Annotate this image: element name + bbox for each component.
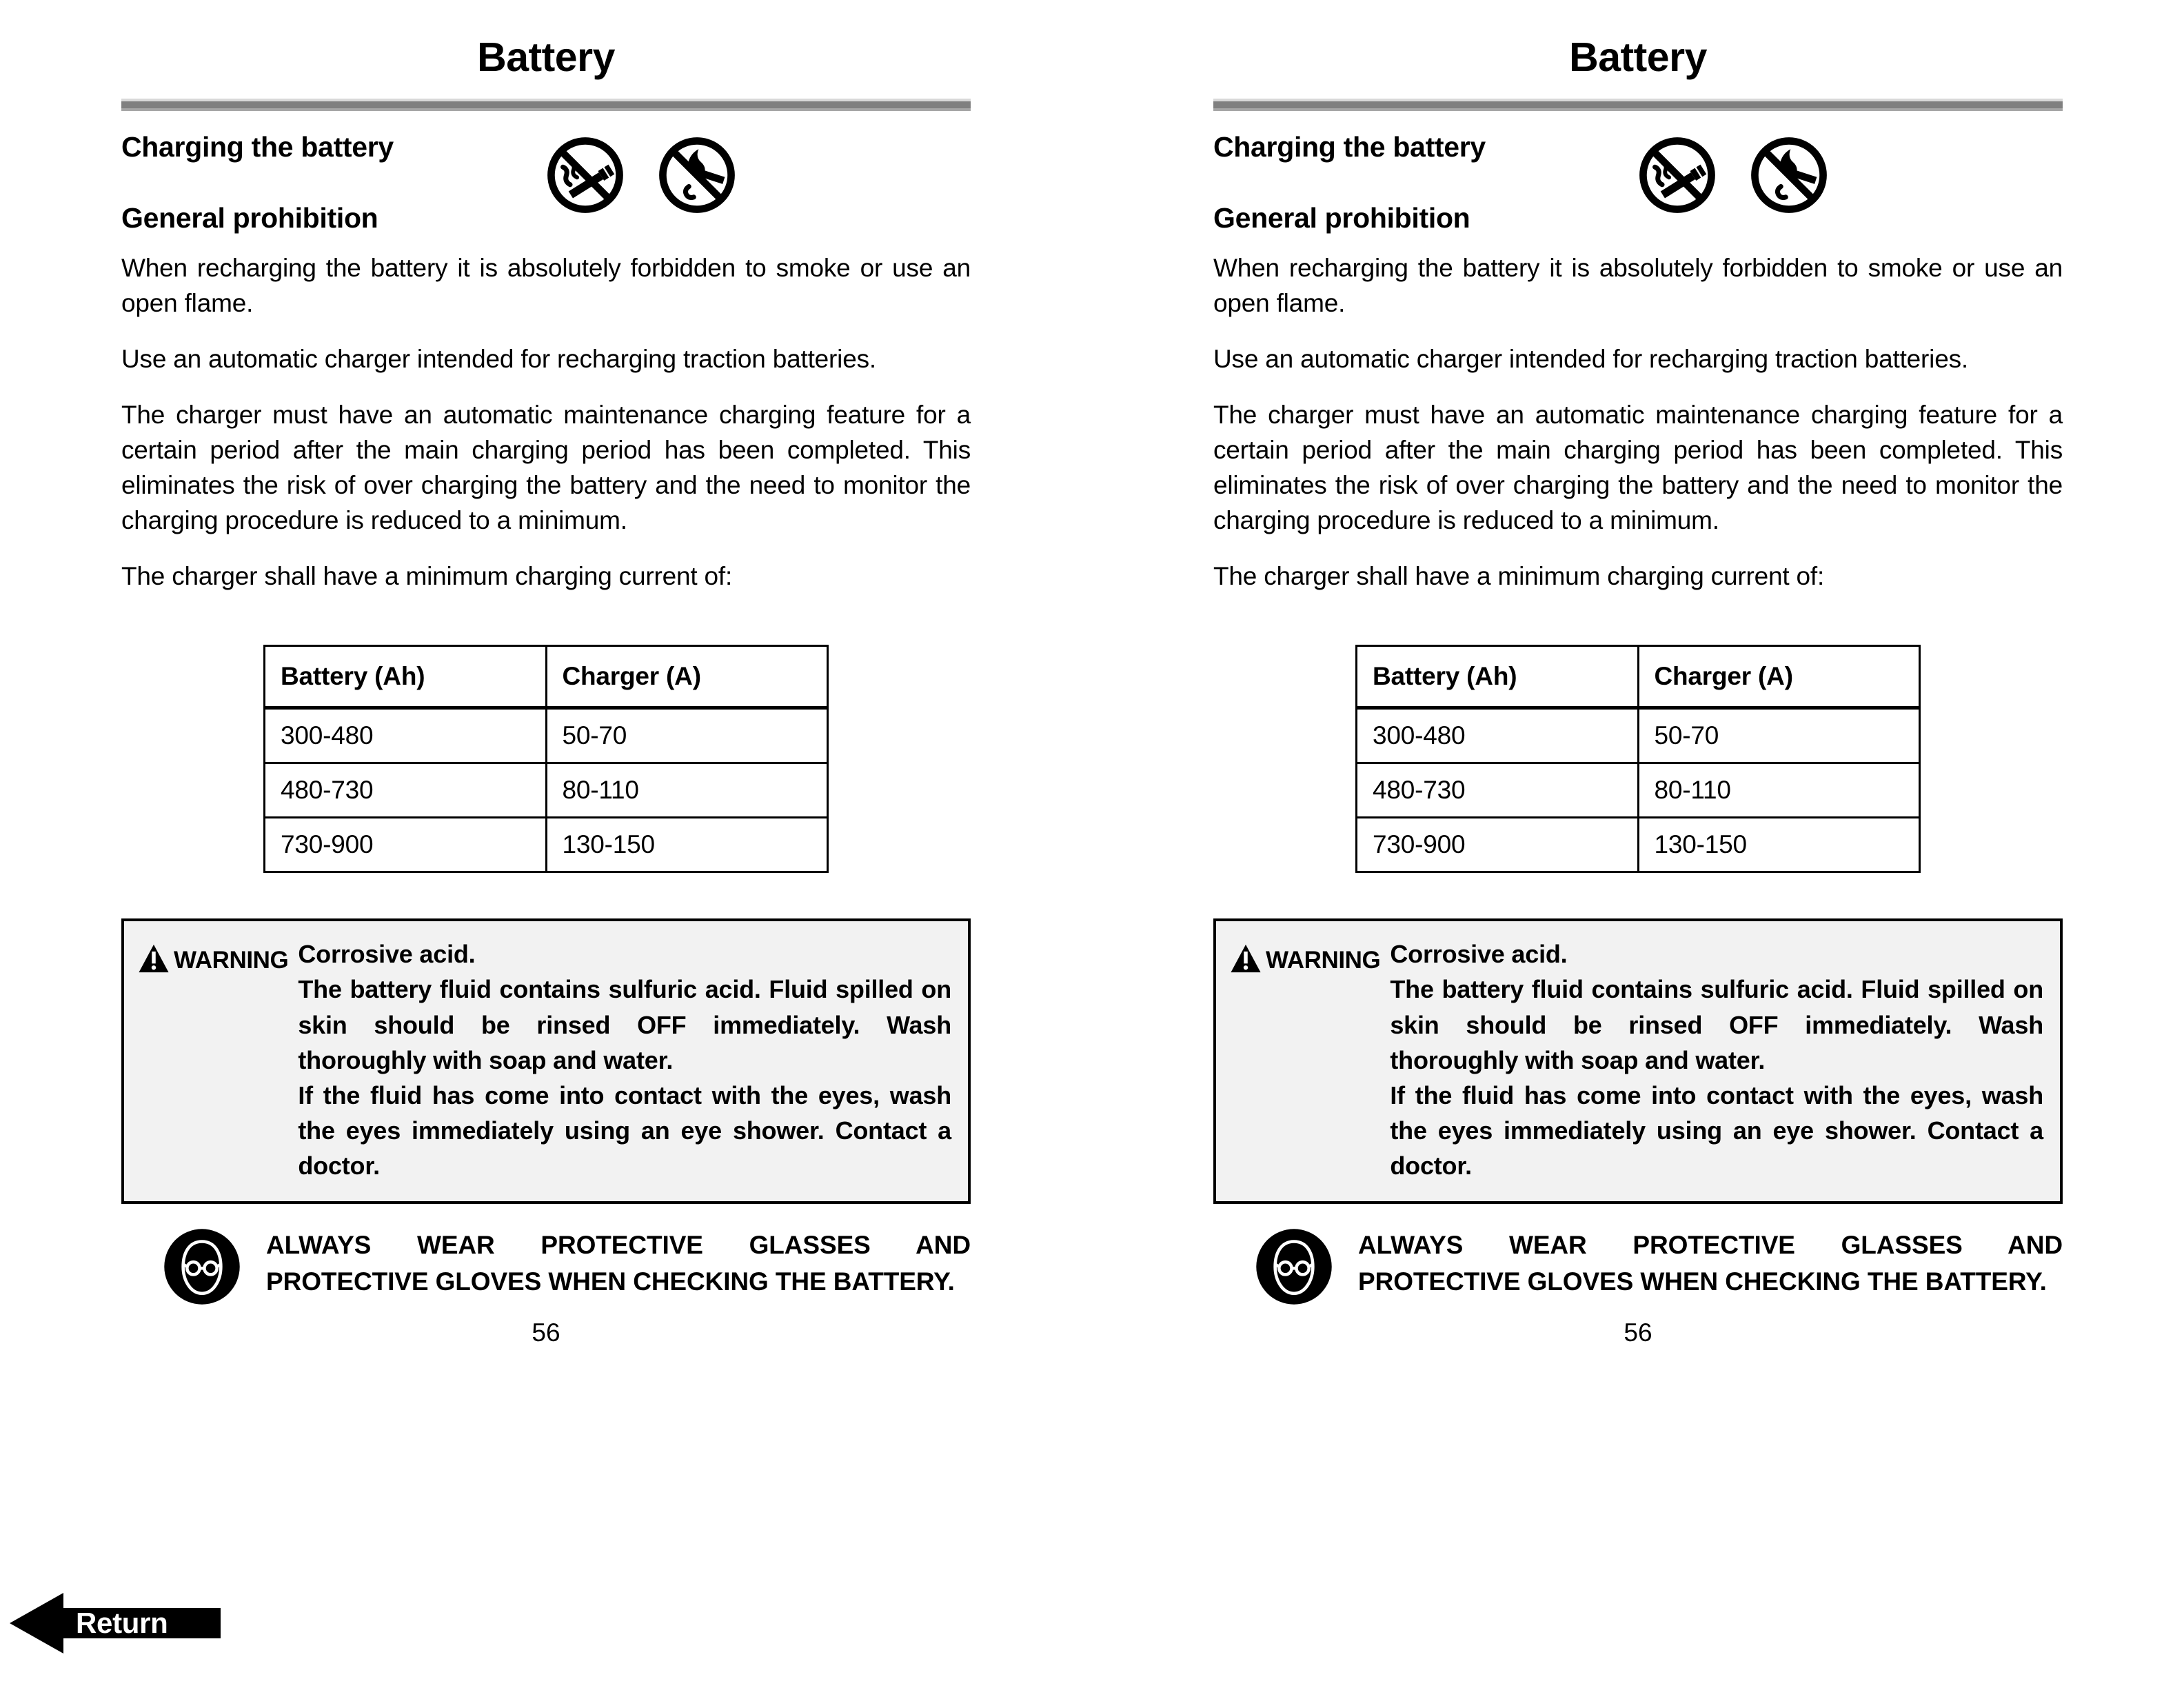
return-label: Return — [76, 1607, 168, 1639]
table-row — [1357, 818, 1920, 872]
ppe-notice — [1213, 1227, 2063, 1306]
heading-general-prohibition: General prohibition — [1213, 202, 1470, 234]
column-header-charger-a: Charger (A) — [546, 646, 828, 708]
cell-charger-range: 50-70 — [546, 708, 828, 763]
heading-charging-the-battery: Charging the battery — [1213, 131, 1486, 163]
no-open-flame-icon — [1748, 134, 1830, 216]
no-open-flame-icon — [656, 134, 738, 216]
warning-flag — [138, 936, 288, 974]
paragraph-minimum-current-intro: The charger shall have a minimum charging current of: — [1213, 562, 1825, 591]
prohibition-icon-group — [1637, 134, 1830, 216]
heading-general-prohibition: General prohibition — [121, 202, 378, 234]
warning-line-corrosive-acid: Corrosive acid. — [1390, 940, 1568, 969]
cell-charger-range: 130-150 — [1638, 818, 1920, 872]
paragraph-recharging-prohibition: When recharging the battery it is absolutely forbidden to smoke or use an open flame. — [1213, 254, 2063, 318]
table-header-row — [265, 646, 828, 708]
ppe-text — [1358, 1227, 2063, 1300]
paragraph-maintenance-charging: The charger must have an automatic maintenance charging feature for a certain period after the main charging period has been completed. This eliminates the risk of over charging the battery and the need to monitor the charging procedure is reduced to a minimum. — [1213, 401, 2063, 535]
return-button[interactable] — [10, 1589, 221, 1658]
warning-label: WARNING — [174, 947, 289, 974]
charger-table-wrapper — [1213, 645, 2063, 873]
table-row — [1357, 708, 1920, 763]
warning-line-skin-contact: The battery fluid contains sulfuric acid. Fluid spilled on skin should be rinsed OFF immediately. Wash thoroughly with soap and water. — [298, 975, 951, 1074]
warning-body — [298, 936, 951, 1183]
ppe-instruction: ALWAYS WEAR PROTECTIVE GLASSES AND PROTECTIVE GLOVES WHEN CHECKING THE BATTERY. — [1358, 1231, 2063, 1296]
cell-charger-range: 80-110 — [546, 763, 828, 818]
charger-table-wrapper — [121, 645, 971, 873]
warning-body — [1390, 936, 2043, 1183]
paragraph-minimum-current-intro: The charger shall have a minimum charging current of: — [121, 562, 733, 591]
warning-line-corrosive-acid: Corrosive acid. — [298, 940, 476, 969]
table-header-row — [1357, 646, 1920, 708]
warning-triangle-icon — [138, 943, 170, 974]
warning-callout — [1213, 918, 2063, 1204]
cell-battery-range: 480-730 — [265, 763, 547, 818]
heading-charging-the-battery: Charging the battery — [121, 131, 394, 163]
ppe-text — [266, 1227, 971, 1300]
manual-page-right — [1092, 0, 2184, 1688]
page-number: 56 — [1624, 1318, 1652, 1347]
no-smoking-icon — [1637, 134, 1718, 216]
title-divider — [1213, 99, 2063, 111]
paragraph-recharging-prohibition: When recharging the battery it is absolutely forbidden to smoke or use an open flame. — [121, 254, 971, 318]
warning-line-skin-contact: The battery fluid contains sulfuric acid. Fluid spilled on skin should be rinsed OFF immediately. Wash thoroughly with soap and water. — [1390, 975, 2043, 1074]
page-title: Battery — [477, 34, 615, 80]
cell-battery-range: 300-480 — [265, 708, 547, 763]
paragraph-maintenance-charging: The charger must have an automatic maintenance charging feature for a certain period after the main charging period has been completed. This eliminates the risk of over charging the battery and the need to monitor the charging procedure is reduced to a minimum. — [121, 401, 971, 535]
column-header-battery-ah: Battery (Ah) — [1357, 646, 1639, 708]
paragraph-automatic-charger: Use an automatic charger intended for recharging traction batteries. — [121, 345, 876, 374]
cell-charger-range: 80-110 — [1638, 763, 1920, 818]
section-header-block — [1213, 133, 2063, 250]
warning-line-eye-contact: If the fluid has come into contact with the eyes, wash the eyes immediately using an eye shower. Contact a doctor. — [1390, 1081, 2043, 1180]
warning-label: WARNING — [1266, 947, 1381, 974]
ppe-instruction: ALWAYS WEAR PROTECTIVE GLASSES AND PROTECTIVE GLOVES WHEN CHECKING THE BATTERY. — [266, 1231, 971, 1296]
cell-battery-range: 480-730 — [1357, 763, 1639, 818]
cell-battery-range: 730-900 — [1357, 818, 1639, 872]
table-row — [1357, 763, 1920, 818]
warning-flag — [1230, 936, 1380, 974]
no-smoking-icon — [545, 134, 626, 216]
column-header-charger-a: Charger (A) — [1638, 646, 1920, 708]
protective-glasses-icon — [163, 1227, 241, 1306]
ppe-notice — [121, 1227, 971, 1306]
charger-spec-table — [1355, 645, 1921, 873]
charger-spec-table — [263, 645, 829, 873]
cell-charger-range: 130-150 — [546, 818, 828, 872]
cell-battery-range: 730-900 — [265, 818, 547, 872]
cell-charger-range: 50-70 — [1638, 708, 1920, 763]
paragraph-automatic-charger: Use an automatic charger intended for recharging traction batteries. — [1213, 345, 1968, 374]
warning-callout — [121, 918, 971, 1204]
warning-line-eye-contact: If the fluid has come into contact with the eyes, wash the eyes immediately using an eye shower. Contact a doctor. — [298, 1081, 951, 1180]
section-header-block — [121, 133, 971, 250]
table-row — [265, 763, 828, 818]
protective-glasses-icon — [1255, 1227, 1333, 1306]
table-row — [265, 818, 828, 872]
table-row — [265, 708, 828, 763]
page-number: 56 — [532, 1318, 560, 1347]
warning-triangle-icon — [1230, 943, 1262, 974]
title-divider — [121, 99, 971, 111]
cell-battery-range: 300-480 — [1357, 708, 1639, 763]
column-header-battery-ah: Battery (Ah) — [265, 646, 547, 708]
page-title: Battery — [1569, 34, 1707, 80]
prohibition-icon-group — [545, 134, 738, 216]
